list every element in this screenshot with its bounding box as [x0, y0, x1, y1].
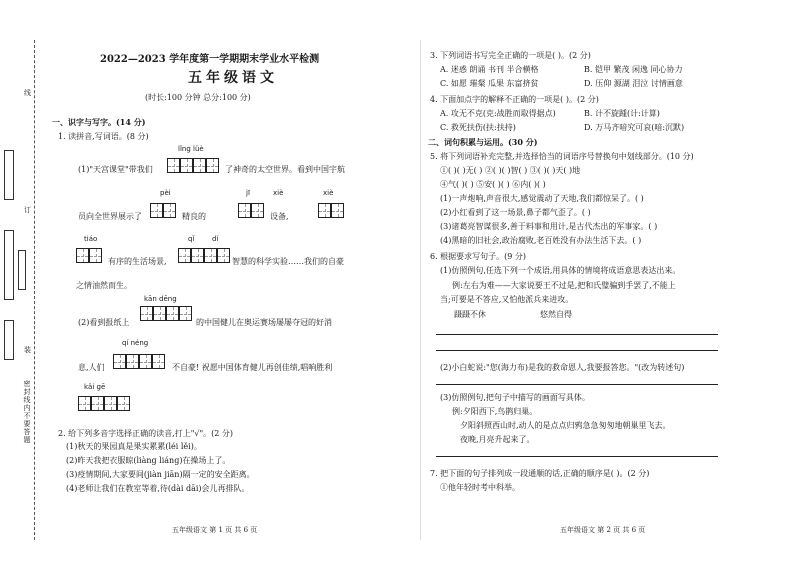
answer-line[interactable]	[436, 350, 718, 351]
binding-tab	[4, 230, 14, 300]
q5-item-3: (3)诸葛亮智谋很多,善于料事和用计,是古代杰出的军事家。( )	[440, 222, 658, 231]
answer-boxes-4[interactable]	[318, 203, 344, 218]
question-5: 5. 将下列词语补充完整,并选择恰当的词语序号替换句中划线部分。(10 分)	[430, 152, 694, 161]
q1-line6-a: 息,人们	[78, 363, 105, 372]
pinyin-4: kān dēng	[144, 295, 177, 303]
q2-item-2: (2)昨天我把衣服晾(liàng liáng)在操场上了。	[66, 456, 231, 465]
exam-meta: (时长:100 分钟 总分:100 分)	[145, 93, 251, 102]
q6-word-1: 蹑蹑不休	[454, 310, 486, 319]
exam-title: 2022—2023 学年度第一学期期末学业水平检测	[100, 54, 320, 65]
binding-tab	[18, 250, 26, 290]
q5-row-2: ④气( )( ) ⑤安( )( ) ⑥内( )( )	[440, 180, 546, 189]
q5-item-4: (4)黑暗的旧社会,政治腐败,老百姓没有办法生活下去。( )	[440, 236, 642, 245]
q6-word-2: 悠然自得	[540, 310, 572, 319]
page-divider	[420, 40, 421, 540]
q5-item-1: (1)一声炮响,声音很大,感觉震动了天地,我们都惊呆了。( )	[440, 194, 644, 203]
answer-line[interactable]	[436, 334, 718, 335]
question-4: 4. 下面加点字的解释不正确的一项是( )。(2 分)	[430, 95, 599, 104]
answer-line[interactable]	[436, 456, 718, 457]
seal-mark-line: 线	[24, 89, 31, 97]
pinyin-3a: tiáo	[84, 235, 98, 243]
q6-example-2: 当;可要是不答应,又怕他派兵来进攻。	[440, 295, 574, 304]
q1-line5-b: 的中国健儿在奥运赛场屡屡夺冠的好消	[196, 318, 332, 327]
section-1-heading: 一、识字与写字。(14 分)	[52, 117, 146, 127]
q6-example-5: 夜晚,月亮升起来了。	[460, 435, 535, 444]
pinyin-3b: qǐ	[188, 235, 195, 243]
question-1: 1. 读拼音,写词语。(8 分)	[58, 132, 149, 141]
q2-item-3: (3)疫情期间,大家要间(jiàn jiān)隔一定的安全距离。	[66, 470, 255, 479]
answer-boxes-2[interactable]	[150, 203, 176, 218]
q1-line4: 之情油然而生。	[76, 281, 132, 290]
q1-line2-c: 设备,	[270, 212, 289, 221]
q1-line2-b: 精良的	[182, 212, 206, 221]
answer-boxes-7[interactable]	[140, 306, 192, 321]
q5-row-1: ①( )( )无( ) ②( )( )智( ) ③( )( )天( )地	[440, 166, 581, 175]
subject-title: 五年级语文	[188, 70, 278, 86]
pinyin-3c: dí	[212, 235, 219, 243]
q4-option-c: C. 救死扶伤(扶:扶持)	[440, 123, 516, 132]
answer-line[interactable]	[436, 384, 718, 385]
q6-example-1: 例:左右为难——大家说要王不过是,把和氏璧骗到手罢了,不能上	[452, 281, 676, 290]
binding-tab	[4, 320, 14, 360]
seal-mark-zhuang: 装	[24, 346, 31, 354]
q6-part-3: (3)仿照例句,把句子中描写的画面写具体。	[440, 393, 590, 402]
q3-option-d: D. 压仰 源湖 泪泣 讨情画意	[584, 79, 683, 88]
pinyin-1: lǐng lüè	[178, 145, 204, 153]
pinyin-5: qí néng	[122, 339, 149, 347]
seal-label: 密封线内不要答题	[23, 380, 31, 444]
q6-part-2: (2)小白蛇说:"您(海力布)是我的救命恩人,我要报答您。"(改为转述句)	[440, 363, 685, 372]
binding-line	[34, 40, 35, 540]
q4-option-d: D. 万马齐喑究可哀(喑:沉默)	[584, 123, 685, 132]
q1-line1-b: 了神奇的太空世界。看到中国宇航	[225, 165, 345, 174]
pinyin-2b: jī	[246, 189, 250, 197]
q1-line3-b: 智慧的科学实验……我们的自豪	[232, 257, 344, 266]
answer-boxes-3[interactable]	[238, 203, 264, 218]
question-7: 7. 把下面的句子排列成一段通顺的话,正确的顺序是( )。(2 分)	[430, 469, 650, 478]
q6-example-3: 例:夕阳西下,鸟鹊归巢。	[452, 407, 538, 416]
answer-boxes-1[interactable]	[167, 158, 219, 173]
question-3: 3. 下列词语书写完全正确的一项是( )。(2 分)	[430, 51, 591, 60]
q4-option-b: B. 计不旋踵(计:计算)	[584, 109, 660, 118]
q2-item-4: (4)老师让我们在教室等着,待(dài dāi)会儿再排队。	[66, 484, 250, 493]
question-6: 6. 根据要求写句子。(9 分)	[430, 252, 527, 261]
q3-option-b: B. 铠甲 繁茂 闲逸 同心协力	[584, 65, 683, 74]
q6-part-1: (1)仿照例句,任选下列一个成语,用具体的情境将成语意思表达出来。	[440, 266, 681, 275]
pinyin-2d: xiè	[323, 189, 334, 197]
q1-line5-a: (2)看到报纸上	[78, 318, 130, 327]
question-2: 2. 给下列多音字选择正确的读音,打上"√"。(2 分)	[58, 429, 234, 438]
answer-boxes-8[interactable]	[113, 354, 165, 369]
q2-item-1: (1)秋天的果园真是果实累累(léi lěi)。	[66, 442, 202, 451]
q1-line1-a: (1)"天宫课堂"带我们	[78, 165, 153, 174]
page-footer-right: 五年级语文 第 2 页 共 6 页	[560, 526, 646, 534]
pinyin-2c: xiè	[273, 189, 284, 197]
page-footer-left: 五年级语文 第 1 页 共 6 页	[172, 526, 258, 534]
q1-line6-b: 不自豪! 祝愿中国体育健儿再创佳绩,唱响胜利	[172, 363, 333, 372]
q6-example-4: 夕阳斜照西山时,动人的是点点归鸦急急匆匆地朝巢里飞去。	[460, 421, 671, 430]
q4-option-a: A. 攻无不克(克:战胜而取得据点)	[440, 109, 556, 118]
pinyin-2a: pèi	[160, 189, 171, 197]
answer-boxes-9[interactable]	[78, 396, 130, 411]
section-2-heading: 二、词句积累与运用。(30 分)	[428, 137, 538, 147]
q1-line2-a: 员向全世界展示了	[78, 212, 142, 221]
q3-option-c: C. 如愿 璀粲 瓜果 东富挤贫	[440, 79, 539, 88]
q3-option-a: A. 迷惑 朗诵 书刊 半合横格	[440, 65, 539, 74]
seal-mark-ding: 订	[24, 206, 31, 214]
q5-item-2: (2)小红看到了这一场景,鼻子都气歪了。( )	[440, 208, 591, 217]
pinyin-6: kǎi gē	[84, 383, 106, 391]
answer-boxes-5[interactable]	[76, 248, 102, 263]
answer-boxes-6[interactable]	[178, 248, 230, 263]
binding-tab	[4, 150, 14, 200]
q7-item-1: ①他年轻时考中科举。	[440, 483, 520, 492]
q1-line3-a: 有序的生活场景,	[108, 257, 167, 266]
